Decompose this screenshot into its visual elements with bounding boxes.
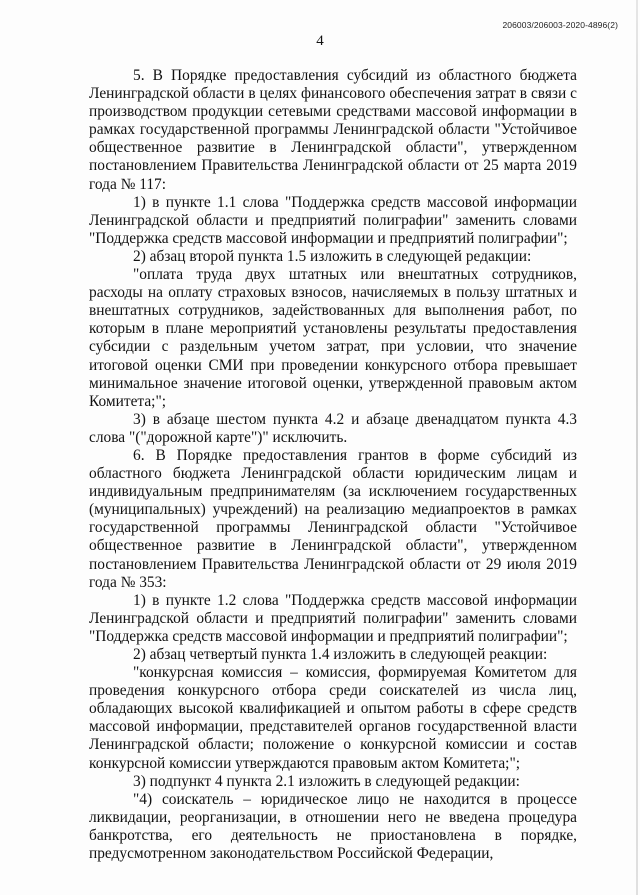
paragraph-quoted-text-6-2: "конкурсная комиссия – комиссия, формируемая Комитетом для проведения конкурсного отбора среди соискателей из числа лиц, обладающих высокой квалификацией и опытом работы в сфере средств массовой информации, представителей органов государственной власти Ленинградской области; положение о конкурсной комиссии и состав конкурсной комиссии утверждаются правовым актом Комитета;"; <box>89 664 577 772</box>
paragraph-item-6-intro: 6. В Порядке предоставления грантов в форме субсидий из областного бюджета Ленинградской области юридическим лицам и индивидуальным предпринимателям (за исключением государственных (муниципальных) учреждений) на реализацию медиапроектов в рамках государственной программы Ленинградской области "Устойчивое общественное развитие в Ленинградской области", утвержденном постановлением Правительства Ленинградской области от 29 июля 2019 года № 353: <box>89 446 577 591</box>
paragraph-subitem-5-3: 3) в абзаце шестом пункта 4.2 и абзаце двенадцатом пункта 4.3 слова "("дорожной карте")" исключить. <box>89 410 577 446</box>
paragraph-item-5-intro: 5. В Порядке предоставления субсидий из областного бюджета Ленинградской области в целях финансового обеспечения затрат в связи с производством продукции сетевыми средствами массовой информации в рамках государственной программы Ленинградской области "Устойчивое общественное развитие в Ленинградской области", утвержденном постановлением Правительства Ленинградской области от 25 марта 2019 года № 117: <box>89 67 577 193</box>
document-body <box>89 67 577 863</box>
page-number: 4 <box>316 33 324 49</box>
paragraph-quoted-text-6-3: "4) соискатель – юридическое лицо не находится в процессе ликвидации, реорганизации, в отношении него не введена процедура банкротства, его деятельность не приостановлена в порядке, предусмотренном законодательством Российской Федерации, <box>89 790 577 863</box>
paragraph-subitem-6-3: 3) подпункт 4 пункта 2.1 изложить в следующей редакции: <box>133 772 520 790</box>
paragraph-subitem-6-1: 1) в пункте 1.2 слова "Поддержка средств массовой информации Ленинградской области и предприятий полиграфии" заменить словами "Поддержка средств массовой информации и предприятий полиграфии"; <box>89 591 577 645</box>
paragraph-subitem-5-1: 1) в пункте 1.1 слова "Поддержка средств массовой информации Ленинградской области и предприятий полиграфии" заменить словами "Поддержка средств массовой информации и предприятий полиграфии"; <box>89 193 577 247</box>
document-id: 206003/206003-2020-4896(2) <box>502 20 618 30</box>
page-edge-shadow <box>636 0 638 895</box>
paragraph-subitem-5-2: 2) абзац второй пункта 1.5 изложить в следующей редакции: <box>133 247 532 265</box>
paragraph-subitem-6-2: 2) абзац четвертый пункта 1.4 изложить в следующей реакции: <box>133 646 548 663</box>
paragraph-quoted-text-5-2: "оплата труда двух штатных или внештатных сотрудников, расходы на оплату страховых взносов, начисляемых в пользу штатных и внештатных сотрудников, задействованных для выполнения работ, по которым в плане мероприятий установлены результаты предоставления субсидии с раздельным учетом затрат, при условии, что значение итоговой оценки СМИ при проведении конкурсного отбора превышает минимальное значение итоговой оценки, утвержденной правовым актом Комитета;"; <box>89 266 577 410</box>
